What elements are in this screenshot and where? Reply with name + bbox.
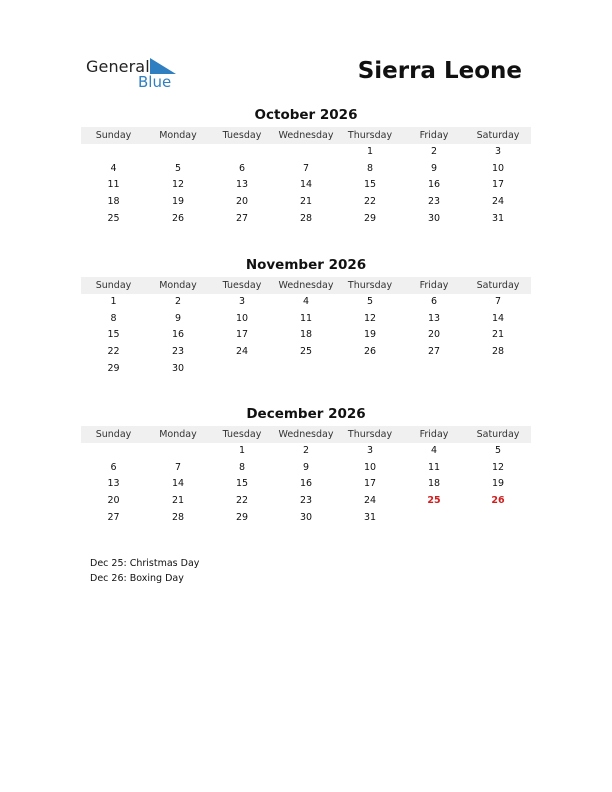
month-december	[81, 405, 531, 526]
day-cell	[274, 144, 338, 161]
day-cell: 18	[299, 329, 313, 341]
month-title: October 2026	[254, 107, 358, 123]
weekday-label: Tuesday	[222, 130, 262, 141]
day-cell: 5	[494, 445, 502, 456]
day-cell: 24	[363, 495, 377, 507]
day-cell: 1	[366, 146, 374, 157]
week-row	[81, 194, 531, 211]
day-cell: 29	[363, 212, 377, 224]
day-cell: 30	[171, 362, 185, 374]
day-cell: 14	[491, 312, 505, 324]
day-cell: 25	[107, 212, 120, 224]
weekday-label: Tuesday	[222, 280, 262, 291]
weeks	[81, 144, 531, 227]
month-november	[81, 256, 531, 377]
day-cell: 1	[238, 445, 246, 456]
day-cell: 3	[494, 146, 502, 157]
day-cell: 11	[299, 312, 313, 324]
day-cell	[402, 510, 466, 527]
weekday-header	[81, 426, 531, 443]
weekday-label: Saturday	[476, 429, 520, 440]
day-cell: 9	[430, 162, 438, 174]
day-cell: 2	[174, 296, 182, 307]
day-cell: 19	[363, 329, 377, 341]
weekday-label: Friday	[419, 130, 449, 141]
weekday-label: Monday	[159, 429, 197, 440]
weeks	[81, 443, 531, 526]
day-cell	[146, 443, 210, 460]
month-title: November 2026	[245, 257, 367, 273]
day-cell: 11	[427, 461, 441, 473]
day-cell	[210, 144, 274, 161]
day-cell: 17	[235, 329, 249, 341]
day-cell: 15	[107, 329, 120, 341]
day-cell: 26	[363, 346, 377, 358]
day-cell: 13	[107, 478, 120, 490]
week-row	[81, 443, 531, 460]
weekday-label: Monday	[159, 280, 197, 291]
weeks	[81, 294, 531, 377]
day-cell: 4	[302, 296, 310, 307]
day-cell	[81, 443, 146, 460]
day-cell: 8	[238, 461, 246, 473]
month-october	[81, 106, 531, 227]
day-cell	[274, 361, 338, 378]
day-cell: 28	[491, 346, 505, 358]
day-cell: 6	[110, 461, 117, 473]
day-cell: 3	[366, 445, 374, 456]
day-cell: 24	[491, 196, 505, 208]
day-cell: 10	[363, 461, 377, 473]
day-cell: 9	[174, 312, 182, 324]
day-cell	[466, 361, 530, 378]
day-cell	[402, 361, 466, 378]
day-cell: 7	[494, 296, 502, 307]
weekday-header	[81, 277, 531, 294]
week-row	[81, 460, 531, 477]
holiday-notes	[90, 556, 199, 586]
weekday-label: Thursday	[347, 429, 393, 440]
day-cell: 16	[171, 329, 185, 341]
day-cell: 12	[363, 312, 377, 324]
day-cell: 17	[491, 179, 505, 191]
day-cell: 17	[363, 478, 377, 490]
holiday-day-cell: 26	[491, 495, 505, 507]
day-cell: 12	[491, 461, 505, 473]
day-cell: 12	[171, 179, 185, 191]
weekday-label: Wednesday	[278, 429, 334, 440]
weekday-label: Friday	[419, 280, 449, 291]
weekday-label: Monday	[159, 130, 197, 141]
day-cell	[210, 361, 274, 378]
day-cell: 27	[235, 212, 249, 224]
weekday-label: Thursday	[347, 280, 393, 291]
day-cell: 25	[299, 346, 313, 358]
day-cell: 6	[238, 162, 246, 174]
day-cell: 11	[107, 179, 120, 191]
weekday-label: Sunday	[95, 130, 132, 141]
day-cell: 21	[491, 329, 505, 341]
week-row	[81, 144, 531, 161]
day-cell: 23	[171, 346, 185, 358]
day-cell: 23	[299, 495, 313, 507]
day-cell: 18	[427, 478, 441, 490]
day-cell: 22	[235, 495, 249, 507]
day-cell: 27	[107, 511, 120, 523]
day-cell	[146, 144, 210, 161]
day-cell: 8	[366, 162, 374, 174]
week-row	[81, 476, 531, 493]
day-cell: 1	[110, 296, 117, 307]
day-cell: 20	[427, 329, 441, 341]
day-cell: 5	[174, 162, 182, 174]
day-cell: 7	[302, 162, 310, 174]
day-cell: 8	[110, 312, 117, 324]
day-cell: 26	[171, 212, 185, 224]
day-cell: 28	[171, 511, 185, 523]
week-row	[81, 211, 531, 228]
day-cell: 21	[171, 495, 185, 507]
week-row	[81, 294, 531, 311]
day-cell: 20	[235, 196, 249, 208]
week-row	[81, 161, 531, 178]
day-cell: 16	[427, 179, 441, 191]
logo-blue-text: Blue	[138, 73, 172, 91]
day-cell: 29	[107, 362, 120, 374]
weekday-label: Saturday	[476, 280, 520, 291]
day-cell: 9	[302, 461, 310, 473]
day-cell: 10	[235, 312, 249, 324]
day-cell: 23	[427, 196, 441, 208]
day-cell: 18	[107, 196, 120, 208]
day-cell	[81, 144, 146, 161]
day-cell: 4	[430, 445, 438, 456]
week-row	[81, 177, 531, 194]
generalblue-logo	[86, 55, 186, 91]
day-cell: 27	[427, 346, 441, 358]
month-title: December 2026	[246, 406, 366, 422]
day-cell: 24	[235, 346, 249, 358]
day-cell: 13	[427, 312, 441, 324]
weekday-label: Sunday	[95, 429, 132, 440]
week-row	[81, 361, 531, 378]
day-cell: 22	[363, 196, 377, 208]
day-cell: 30	[299, 511, 313, 523]
day-cell: 15	[363, 179, 377, 191]
day-cell	[466, 510, 530, 527]
weekday-label: Saturday	[476, 130, 520, 141]
day-cell: 29	[235, 511, 249, 523]
weekday-label: Tuesday	[222, 429, 262, 440]
weekday-label: Thursday	[347, 130, 393, 141]
day-cell: 10	[491, 162, 505, 174]
week-row	[81, 327, 531, 344]
day-cell: 3	[238, 296, 246, 307]
day-cell: 21	[299, 196, 313, 208]
day-cell: 4	[110, 162, 117, 174]
holiday-note: Dec 25: Christmas Day	[90, 558, 200, 569]
day-cell: 16	[299, 478, 313, 490]
day-cell: 5	[366, 296, 374, 307]
day-cell: 19	[171, 196, 185, 208]
logo-general-text: General	[86, 57, 150, 76]
logo-triangle-icon	[150, 58, 176, 74]
day-cell: 14	[299, 179, 313, 191]
holiday-note: Dec 26: Boxing Day	[90, 573, 184, 584]
day-cell: 22	[107, 346, 120, 358]
holiday-day-cell: 25	[427, 495, 441, 507]
day-cell: 19	[491, 478, 505, 490]
weekday-label: Sunday	[95, 280, 132, 291]
week-row	[81, 510, 531, 527]
country-title: Sierra Leone	[357, 58, 522, 84]
day-cell: 2	[302, 445, 310, 456]
weekday-label: Friday	[419, 429, 449, 440]
weekday-label: Wednesday	[278, 130, 334, 141]
day-cell: 14	[171, 478, 185, 490]
week-row	[81, 493, 531, 510]
weekday-header	[81, 127, 531, 144]
day-cell: 31	[363, 511, 377, 523]
day-cell: 20	[107, 495, 120, 507]
weekday-label: Wednesday	[278, 280, 334, 291]
day-cell: 15	[235, 478, 249, 490]
day-cell	[338, 361, 402, 378]
day-cell: 30	[427, 212, 441, 224]
day-cell: 7	[174, 461, 182, 473]
week-row	[81, 344, 531, 361]
day-cell: 6	[430, 296, 438, 307]
day-cell: 28	[299, 212, 313, 224]
day-cell: 13	[235, 179, 249, 191]
day-cell: 31	[491, 212, 505, 224]
week-row	[81, 311, 531, 328]
day-cell: 2	[430, 146, 438, 157]
